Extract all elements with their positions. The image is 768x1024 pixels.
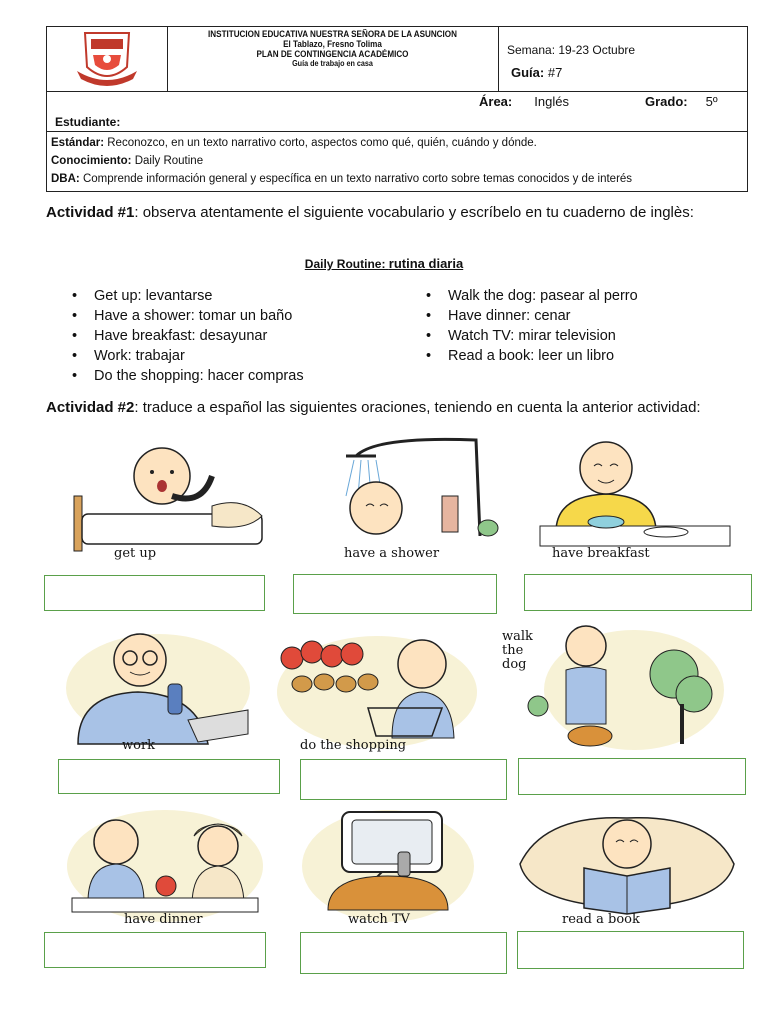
guide-description: Guía de trabajo en casa xyxy=(292,59,373,68)
student-label: Estudiante: xyxy=(55,115,121,129)
answer-box-read-book[interactable] xyxy=(517,931,744,969)
list-item: • Have a shower: tomar un baño xyxy=(88,306,304,326)
activity-2-instructions: Actividad #2: traduce a español las siguientes oraciones, teniendo en cuenta la anterior actividad: xyxy=(46,399,701,416)
institution-info xyxy=(167,27,499,91)
answer-box-watch-tv[interactable] xyxy=(300,932,507,974)
caption-watch-tv: watch TV xyxy=(348,912,410,927)
activity-1-instructions: Actividad #1: observa atentamente el siguiente vocabulario y escríbelo en tu cuaderno de inglès: xyxy=(46,204,694,221)
header-table xyxy=(46,26,748,92)
list-item: • Have dinner: cenar xyxy=(442,306,638,326)
walk-dog-illustration xyxy=(494,624,726,756)
do-shopping-illustration xyxy=(272,628,482,756)
answer-box-do-shopping[interactable] xyxy=(300,759,507,800)
institution-name: INSTITUCION EDUCATIVA NUESTRA SEÑORA DE LA ASUNCION xyxy=(208,29,457,39)
man-working-icon xyxy=(58,624,258,754)
institution-location: El Tablazo, Fresno Tolima xyxy=(283,39,382,49)
answer-box-get-up[interactable] xyxy=(44,575,265,611)
caption-walk-dog: walk the dog xyxy=(502,629,533,672)
info-row xyxy=(46,92,748,132)
list-item: • Have breakfast: desayunar xyxy=(88,326,304,346)
get-up-illustration xyxy=(62,436,272,566)
caption-do-shopping: do the shopping xyxy=(300,738,407,753)
curriculum-row xyxy=(46,132,748,192)
vocab-list-right xyxy=(424,286,638,366)
school-logo xyxy=(47,27,168,91)
answer-box-walk-dog[interactable] xyxy=(518,758,746,795)
have-dinner-illustration xyxy=(62,806,268,932)
answer-box-have-shower[interactable] xyxy=(293,574,497,614)
boy-waking-up-icon xyxy=(62,436,272,566)
man-shopping-icon xyxy=(272,628,482,756)
list-item: • Read a book: leer un libro xyxy=(442,346,638,366)
read-book-illustration xyxy=(514,804,740,932)
week-label: Semana: 19-23 Octubre xyxy=(507,43,636,57)
watch-tv-illustration xyxy=(298,806,478,932)
dba-line: DBA: Comprende información general y específica en un texto narrativo corto sobre temas conocidos y de interés xyxy=(51,173,633,185)
plan-title: PLAN DE CONTINGENCIA ACADÉMICO xyxy=(256,49,409,59)
list-item: • Do the shopping: hacer compras xyxy=(88,366,304,386)
work-illustration xyxy=(58,624,258,754)
caption-have-dinner: have dinner xyxy=(124,912,203,927)
answer-box-have-dinner[interactable] xyxy=(44,932,266,968)
guide-number: Guía: #7 xyxy=(511,65,563,80)
knowledge-line: Conocimiento: Daily Routine xyxy=(51,155,204,167)
caption-get-up: get up xyxy=(114,546,157,561)
area-field: Área: Inglés xyxy=(479,94,569,109)
grade-field: Grado: 5º xyxy=(645,94,718,109)
caption-have-breakfast: have breakfast xyxy=(552,546,650,561)
answer-box-work[interactable] xyxy=(58,759,280,794)
list-item: • Walk the dog: pasear al perro xyxy=(442,286,638,306)
vocab-list-left xyxy=(70,286,304,386)
caption-have-shower: have a shower xyxy=(344,546,440,561)
answer-box-have-breakfast[interactable] xyxy=(524,574,752,611)
have-shower-illustration xyxy=(316,436,516,566)
vocab-title: Daily Routine: rutina diaria xyxy=(304,256,464,271)
have-breakfast-illustration xyxy=(536,436,736,566)
standard-line: Estándar: Reconozco, en un texto narrativo corto, aspectos como qué, quién, cuándo y dónde. xyxy=(51,137,537,149)
caption-read-book: read a book xyxy=(562,912,640,927)
list-item: • Work: trabajar xyxy=(88,346,304,366)
caption-work: work xyxy=(122,738,156,753)
list-item: • Watch TV: mirar television xyxy=(442,326,638,346)
list-item: • Get up: levantarse xyxy=(88,286,304,306)
school-shield-icon xyxy=(47,27,167,91)
